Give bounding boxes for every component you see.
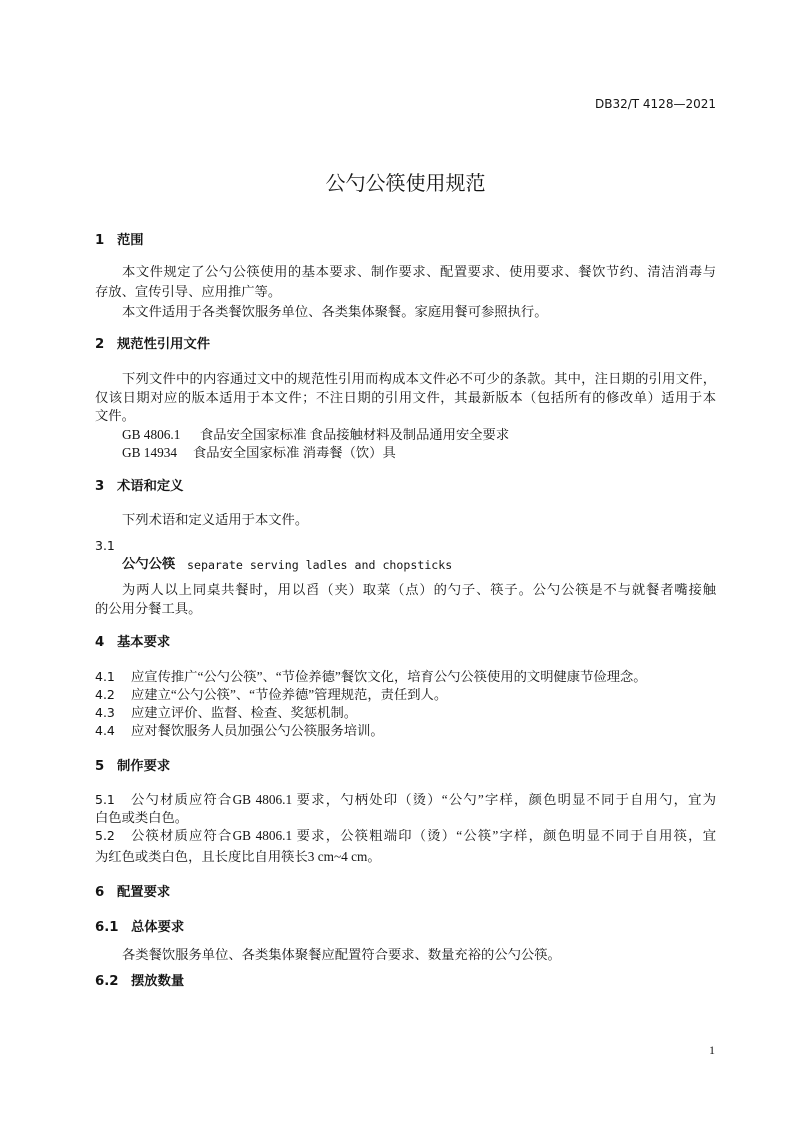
reference-code: GB 4806.1 [122, 427, 181, 442]
page-title: 公勺公筷使用规范 [325, 171, 486, 195]
standard-code: DB32/T 4128—2021 [594, 97, 716, 111]
clause-number: 4.1 [95, 669, 115, 684]
section-heading-terms: 术语和定义 [117, 479, 184, 494]
clause-line: 公勺材质应符合GB 4806.1 要求，勺柄处印（烫）“公勺”字样，颜色明显不同于自用勺，宜为 [131, 792, 716, 807]
clause-line: 应宣传推广“公勺公筷”、“节俭养德”餐饮文化，培育公勺公筷使用的文明健康节俭理念。 [131, 669, 647, 684]
clause-number: 5.2 [95, 828, 115, 843]
clause-line: 公筷材质应符合GB 4806.1 要求，公筷粗端印（烫）“公筷”字样，颜色明显不同于自用筷，宜 [131, 828, 716, 843]
section-number: 6 [95, 885, 105, 900]
clause-number: 5.1 [95, 792, 115, 807]
section-number: 1 [95, 233, 105, 248]
clause-number: 4.4 [95, 723, 115, 738]
section-heading-production: 制作要求 [117, 759, 171, 774]
section-number: 4 [95, 635, 105, 650]
section-heading-scope: 范围 [117, 233, 144, 248]
subsection-heading: 总体要求 [131, 920, 185, 935]
subsection-number: 6.1 [95, 920, 119, 935]
section-number: 5 [95, 759, 105, 774]
paragraph-line: 下列文件中的内容通过文中的规范性引用而构成本文件必不可少的条款。其中，注日期的引用文件， [122, 371, 716, 386]
subsection-number: 6.2 [95, 974, 119, 989]
clause-line: 应建立“公勺公筷”、“节俭养德”管理规范，责任到人。 [131, 687, 448, 702]
paragraph-line: 各类餐饮服务单位、各类集体聚餐应配置符合要求、数量充裕的公勺公筷。 [122, 947, 561, 962]
clause-line: 为红色或类白色，且长度比自用筷长3 cm~4 cm。 [95, 849, 381, 864]
paragraph-line: 下列术语和定义适用于本文件。 [122, 512, 309, 527]
clause-number: 4.3 [95, 705, 115, 720]
paragraph-line: 本文件规定了公勺公筷使用的基本要求、制作要求、配置要求、使用要求、餐饮节约、清洁消毒与 [122, 264, 716, 279]
term-number: 3.1 [95, 538, 115, 553]
clause-line: 应对餐饮服务人员加强公勺公筷服务培训。 [131, 723, 384, 738]
definition-line: 的公用分餐工具。 [95, 601, 202, 616]
clause-line: 应建立评价、监督、检查、奖惩机制。 [131, 705, 358, 720]
section-heading-normative-references: 规范性引用文件 [117, 337, 211, 352]
reference-title: 食品安全国家标准 消毒餐（饮）具 [193, 445, 396, 460]
term-en: separate serving ladles and chopsticks [187, 558, 453, 572]
section-number: 2 [95, 337, 105, 352]
section-heading-configuration: 配置要求 [117, 885, 171, 900]
paragraph-line: 本文件适用于各类餐饮服务单位、各类集体聚餐。家庭用餐可参照执行。 [122, 304, 548, 319]
paragraph-line: 文件。 [95, 408, 135, 423]
reference-title: 食品安全国家标准 食品接触材料及制品通用安全要求 [200, 427, 510, 442]
section-number: 3 [95, 479, 105, 494]
page-number: 1 [709, 1043, 715, 1057]
clause-number: 4.2 [95, 687, 115, 702]
section-heading-basic-requirements: 基本要求 [117, 635, 171, 650]
clause-line: 白色或类白色。 [95, 810, 189, 825]
subsection-heading: 摆放数量 [131, 974, 185, 989]
paragraph-line: 仅该日期对应的版本适用于本文件；不注日期的引用文件，其最新版本（包括所有的修改单）适用于本 [95, 390, 716, 405]
definition-line: 为两人以上同桌共餐时，用以舀（夹）取菜（点）的勺子、筷子。公勺公筷是不与就餐者嘴接触 [122, 582, 716, 597]
reference-code: GB 14934 [122, 445, 178, 460]
term-zh: 公勺公筷 [122, 557, 176, 572]
paragraph-line: 存放、宣传引导、应用推广等。 [95, 284, 282, 299]
